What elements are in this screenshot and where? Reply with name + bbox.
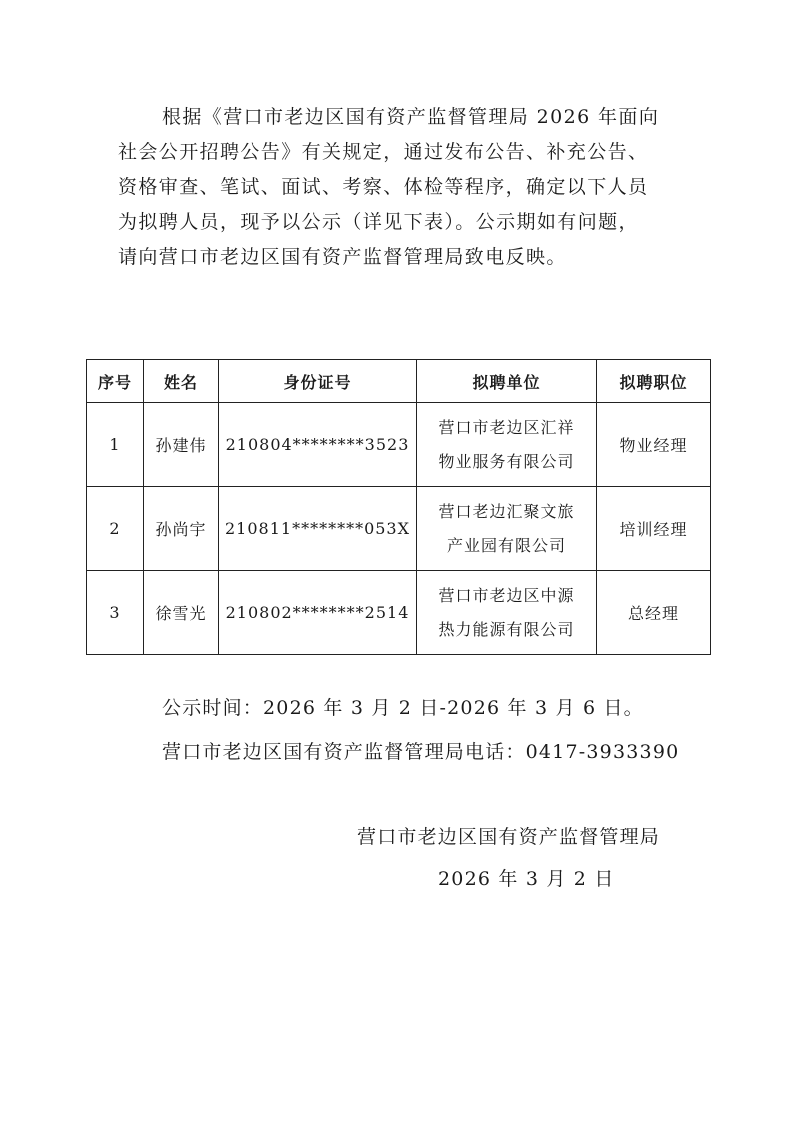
cell-unit-line1: 营口老边汇聚文旅 xyxy=(438,501,575,521)
table-row xyxy=(87,571,711,655)
cell-position: 总经理 xyxy=(597,571,711,655)
table-row xyxy=(87,487,711,571)
cell-unit-line2: 产业园有限公司 xyxy=(446,535,566,555)
cell-id: 210804********3523 xyxy=(219,403,417,487)
cell-unit xyxy=(417,403,597,487)
signature-org: 营口市老边区国有资产监督管理局 xyxy=(357,826,661,848)
cell-no: 1 xyxy=(87,403,144,487)
notice-period: 公示时间：2026 年 3 月 2 日-2026 年 3 月 6 日。 xyxy=(162,697,644,719)
intro-paragraph xyxy=(118,100,683,275)
header-id: 身份证号 xyxy=(219,360,417,403)
cell-position: 培训经理 xyxy=(597,487,711,571)
cell-name: 徐雪光 xyxy=(144,571,219,655)
intro-line-4: 为拟聘人员，现予以公示（详见下表）。公示期如有问题， xyxy=(118,211,639,233)
cell-unit xyxy=(417,487,597,571)
cell-position: 物业经理 xyxy=(597,403,711,487)
header-no: 序号 xyxy=(87,360,144,403)
notice-phone: 营口市老边区国有资产监督管理局电话：0417-3933390 xyxy=(162,741,680,763)
intro-line-5: 请向营口市老边区国有资产监督管理局致电反映。 xyxy=(118,246,567,268)
header-unit: 拟聘单位 xyxy=(417,360,597,403)
cell-name: 孙尚宇 xyxy=(144,487,219,571)
intro-line-1: 根据《营口市老边区国有资产监督管理局 2026 年面向 xyxy=(162,106,660,128)
table-row xyxy=(87,403,711,487)
cell-unit-line1: 营口市老边区中源 xyxy=(438,585,575,605)
cell-unit-line1: 营口市老边区汇祥 xyxy=(438,417,575,437)
header-position: 拟聘职位 xyxy=(597,360,711,403)
cell-no: 3 xyxy=(87,571,144,655)
signature-date: 2026 年 3 月 2 日 xyxy=(438,868,615,890)
cell-unit-line2: 热力能源有限公司 xyxy=(438,619,575,639)
table-header-row xyxy=(87,360,711,403)
cell-unit xyxy=(417,571,597,655)
cell-id: 210811********053X xyxy=(219,487,417,571)
cell-name: 孙建伟 xyxy=(144,403,219,487)
intro-line-2: 社会公开招聘公告》有关规定，通过发布公告、补充公告、 xyxy=(118,141,649,163)
intro-line-3: 资格审查、笔试、面试、考察、体检等程序，确定以下人员 xyxy=(118,176,649,198)
cell-id: 210802********2514 xyxy=(219,571,417,655)
header-name: 姓名 xyxy=(144,360,219,403)
hires-table xyxy=(86,359,711,655)
cell-no: 2 xyxy=(87,487,144,571)
cell-unit-line2: 物业服务有限公司 xyxy=(438,451,575,471)
